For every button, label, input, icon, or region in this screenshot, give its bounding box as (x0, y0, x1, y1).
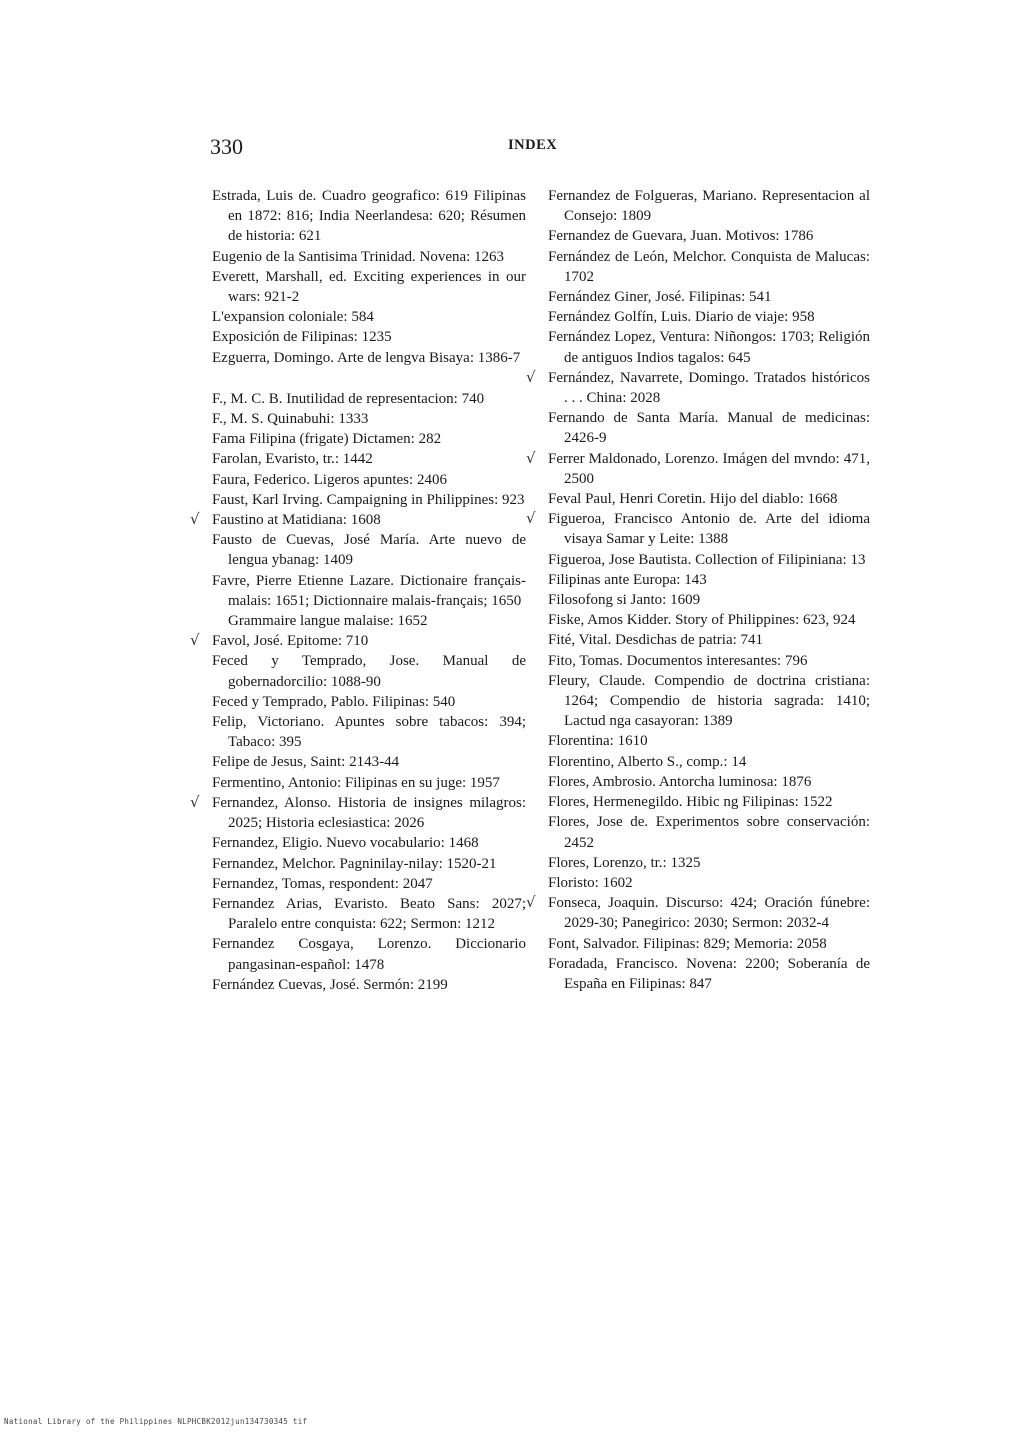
index-entry (212, 449, 526, 469)
index-entry-text: Fernández Cuevas, José. Sermón: 2199 (212, 976, 448, 993)
index-entry (212, 874, 526, 894)
index-entry (526, 509, 870, 549)
index-entry-text: Fermentino, Antonio: Filipinas en su juge: 1957 (212, 774, 500, 791)
index-entry-text: Ferrer Maldonado, Lorenzo. Imágen del mvndo: 471, 2500 (548, 450, 870, 487)
index-entry (548, 630, 870, 650)
index-entry (212, 348, 526, 368)
index-entry-text: Grammaire langue malaise: 1652 (228, 613, 428, 630)
index-entry (212, 186, 526, 247)
index-entry (212, 530, 526, 570)
index-entry-text: Felipe de Jesus, Saint: 2143-44 (212, 754, 400, 771)
index-entry-text: Flores, Hermenegildo. Hibic ng Filipinas: 1522 (548, 794, 833, 811)
index-entry (526, 893, 870, 933)
check-mark-icon: √ (190, 631, 200, 650)
index-entry-text: Felip, Victoriano. Apuntes sobre tabacos: 394; Tabaco: 395 (212, 714, 526, 751)
index-entry-text: Eugenio de la Santisima Trinidad. Novena: 1263 (212, 248, 505, 265)
scan-footer: National Library of the Philippines NLPHCBK2012jun134730345 tif (4, 1417, 308, 1426)
index-entry-text: Ezguerra, Domingo. Arte de lengva Bisaya: 1386-7 (212, 349, 521, 366)
index-entry-text: Fernandez de Folgueras, Mariano. Representacion al Consejo: 1809 (548, 188, 870, 225)
index-entry-text: Fernandez Arias, Evaristo. Beato Sans: 2027; Paralelo entre conquista: 622; Sermon: 1212 (212, 895, 526, 933)
index-entry-text: Flores, Jose de. Experimentos sobre conservación: 2452 (548, 814, 870, 851)
index-entry (548, 772, 870, 792)
index-entry-text: Fernandez, Eligio. Nuevo vocabulario: 1468 (212, 835, 479, 852)
index-entry (548, 853, 870, 873)
check-mark-icon: √ (526, 509, 536, 528)
index-entry (212, 409, 526, 429)
index-entry (190, 631, 526, 651)
index-entry (548, 671, 870, 732)
index-entry-text: Fernández Lopez, Ventura: Niñongos: 1703; Religión de antiguos Indios tagalos: 645 (548, 329, 870, 366)
index-entry-text: L'expansion coloniale: 584 (212, 309, 374, 326)
index-entry-text: Fernandez, Tomas, respondent: 2047 (212, 875, 433, 892)
index-entry (212, 894, 526, 934)
index-entry-text: Farolan, Evaristo, tr.: 1442 (212, 451, 373, 468)
index-entry-text: Fernandez, Alonso. Historia de insignes milagros: 2025; Historia eclesiastica: 2026 (212, 794, 526, 832)
check-mark-icon: √ (526, 893, 536, 912)
index-entry (212, 429, 526, 449)
index-entry-text: Fernandez, Melchor. Pagninilay-nilay: 1520-21 (212, 855, 497, 872)
index-entry (548, 731, 870, 751)
index-entry-text: Favol, José. Epitome: 710 (212, 633, 369, 650)
index-entry-text: Feval Paul, Henri Coretin. Hijo del diablo: 1668 (548, 491, 838, 508)
index-entry (212, 267, 526, 307)
index-entry (212, 247, 526, 267)
index-entry (548, 934, 870, 954)
index-entry (190, 792, 526, 833)
index-entry (212, 752, 526, 772)
index-entry (212, 773, 526, 793)
index-entry-text: Faustino at Matidiana: 1608 (212, 512, 381, 529)
index-entry (548, 590, 870, 610)
index-entry (548, 489, 870, 509)
index-entry (190, 510, 526, 530)
index-entry (212, 389, 526, 409)
index-entry (212, 470, 526, 490)
index-entry-text: Flores, Lorenzo, tr.: 1325 (548, 854, 701, 871)
index-entry-text: Fernando de Santa María. Manual de medicinas: 2426-9 (548, 410, 870, 447)
index-entry (548, 327, 870, 367)
index-entry-text: Favre, Pierre Etienne Lazare. Dictionaire français-malais: 1651; Dictionnaire malais-français; 1650 (212, 572, 526, 609)
index-entry-text: Fito, Tomas. Documentos interesantes: 796 (548, 652, 808, 669)
index-entry-text: Fernandez Cosgaya, Lorenzo. Diccionario pangasinan-español: 1478 (212, 936, 526, 973)
index-entry-text: Fernández Giner, José. Filipinas: 541 (548, 289, 772, 306)
index-entry (526, 367, 870, 408)
index-entry (212, 307, 526, 327)
index-entry (548, 307, 870, 327)
index-entry-text: Font, Salvador. Filipinas: 829; Memoria: 2058 (548, 935, 827, 952)
index-entry (548, 752, 870, 772)
index-entry-text: Fité, Vital. Desdichas de patria: 741 (548, 632, 764, 649)
index-entry (212, 934, 526, 974)
index-entry-text: Florentina: 1610 (548, 733, 648, 750)
index-entry (212, 712, 526, 752)
index-entry-text: Fernández, Navarrete, Domingo. Tratados históricos . . . China: 2028 (548, 369, 870, 407)
index-entry-text: Faust, Karl Irving. Campaigning in Philippines: 923 (212, 491, 525, 508)
index-entry (548, 873, 870, 893)
index-entry-text: Fernandez de Guevara, Juan. Motivos: 1786 (548, 228, 814, 245)
index-entry-text: Fausto de Cuevas, José María. Arte nuevo de lengua ybanag: 1409 (212, 532, 526, 569)
index-entry (548, 550, 870, 570)
index-entry-text: Everett, Marshall, ed. Exciting experiences in our wars: 921-2 (212, 268, 526, 306)
index-entry-text: F., M. C. B. Inutilidad de representacion: 740 (212, 390, 485, 407)
index-entry (212, 975, 526, 995)
right-index-column (526, 186, 870, 994)
index-entry-text: Exposición de Filipinas: 1235 (212, 329, 392, 346)
running-head: INDEX (508, 137, 558, 153)
index-entry-text: Fama Filipina (frigate) Dictamen: 282 (212, 431, 442, 448)
index-entry-text: Figueroa, Jose Bautista. Collection of Filipiniana: 13 (548, 551, 866, 568)
index-entry (548, 812, 870, 852)
index-entry-text: Feced y Temprado, Jose. Manual de gobernadorcilio: 1088-90 (212, 653, 526, 690)
index-entry (212, 490, 526, 510)
index-entry (548, 610, 870, 630)
index-entry-text: Filipinas ante Europa: 143 (548, 571, 707, 588)
index-entry (212, 833, 526, 853)
index-entry-text: Fernández Golfín, Luis. Diario de viaje: 958 (548, 309, 815, 326)
check-mark-icon: √ (526, 367, 536, 386)
left-index-column (190, 186, 526, 995)
index-entry (548, 247, 870, 287)
index-entry (212, 327, 526, 347)
index-entry-text: Florentino, Alberto S., comp.: 14 (548, 753, 747, 770)
index-entry (212, 651, 526, 691)
index-entry (212, 854, 526, 874)
check-mark-icon: √ (190, 792, 200, 811)
index-entry (548, 792, 870, 812)
index-entry (548, 186, 870, 226)
index-entry (212, 611, 526, 631)
index-entry (548, 651, 870, 671)
index-entry (526, 448, 870, 489)
index-entry-text: Foradada, Francisco. Novena: 2200; Soberanía de España en Filipinas: 847 (548, 955, 870, 992)
index-entry (212, 692, 526, 712)
index-entry (548, 570, 870, 590)
check-mark-icon: √ (526, 448, 536, 467)
index-entry-text: F., M. S. Quinabuhi: 1333 (212, 411, 369, 428)
index-entry-text: Figueroa, Francisco Antonio de. Arte del idioma visaya Samar y Leite: 1388 (548, 511, 870, 548)
index-entry-text: Fernández de León, Melchor. Conquista de Malucas: 1702 (548, 248, 870, 285)
index-entry-text: Fleury, Claude. Compendio de doctrina cristiana: 1264; Compendio de historia sagrada: 1410; Lactud nga casayoran: 1389 (548, 672, 870, 730)
index-entry (548, 226, 870, 246)
index-entry-text: Feced y Temprado, Pablo. Filipinas: 540 (212, 693, 456, 710)
page-number: 330 (210, 134, 243, 159)
index-entry (212, 571, 526, 611)
section-gap (212, 368, 526, 389)
index-entry-text: Fonseca, Joaquin. Discurso: 424; Oración fúnebre: 2029-30; Panegirico: 2030; Sermon: 2032-4 (548, 895, 870, 932)
index-entry-text: Estrada, Luis de. Cuadro geografico: 619 Filipinas en 1872: 816; India Neerlandesa: 620; Résumen de historia: 621 (212, 188, 526, 245)
index-entry-text: Faura, Federico. Ligeros apuntes: 2406 (212, 471, 447, 488)
index-entry-text: Fiske, Amos Kidder. Story of Philippines: 623, 924 (548, 612, 856, 629)
index-entry (548, 408, 870, 448)
check-mark-icon: √ (190, 510, 200, 529)
index-entry-text: Filosofong si Janto: 1609 (548, 592, 701, 609)
index-entry (548, 954, 870, 994)
index-entry-text: Floristo: 1602 (548, 874, 633, 891)
index-entry (548, 287, 870, 307)
index-entry-text: Flores, Ambrosio. Antorcha luminosa: 1876 (548, 773, 812, 790)
